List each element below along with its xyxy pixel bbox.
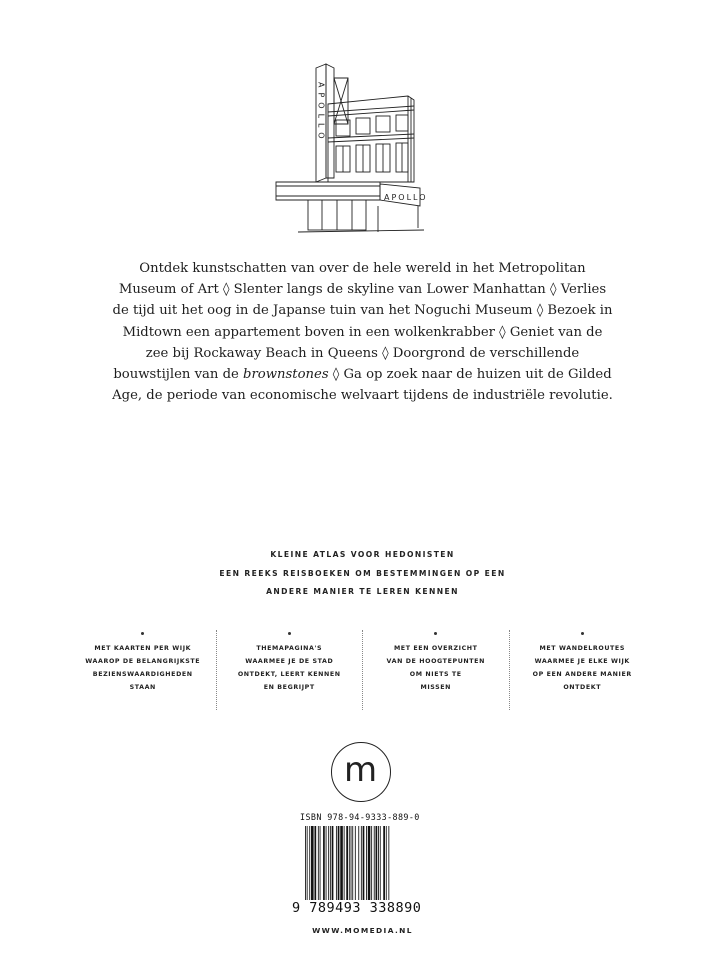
blurb-text: Ontdek kunstschatten van over de hele wereld in het Metropolitan Museum of Art ◊ Slenter langs de skyline van Lower Manhattan ◊ Verlies de tijd uit het oog in de Japanse tuin van het Noguchi Museum ◊ Bezoek in Midtown een appartement boven in een wolkenkrabber ◊ Geniet van de zee bij Rockaway Beach in Queens ◊ Doorgrond de verschillende bouwstijlen van de (112, 261, 613, 383)
series-line-1: KLEINE ATLAS VOOR HEDONISTEN (270, 550, 455, 559)
feature-highlights (362, 630, 509, 710)
feature-line: WAARMEE JE DE STAD (245, 658, 334, 665)
bullet-icon (141, 632, 144, 635)
bullet-icon (581, 632, 584, 635)
feature-line: STAAN (129, 684, 156, 691)
back-cover-blurb (110, 258, 615, 406)
feature-line: MET WANDELROUTES (539, 645, 625, 652)
barcode-number: 9 789493 338890 (292, 900, 422, 916)
feature-maps (70, 630, 216, 710)
blurb-text-end: ◊ Ga op zoek naar de huizen uit de Gilded Age, de periode van economische welvaart tijdens de industriële revolutie. (112, 367, 613, 404)
feature-line: MET EEN OVERZICHT (393, 645, 478, 652)
feature-line: VAN DE HOOGTEPUNTEN (386, 658, 485, 665)
vertical-sign-text: APOLLO (316, 82, 326, 144)
feature-line: ONTDEKT (563, 684, 602, 691)
feature-line: MISSEN (420, 684, 452, 691)
logo-letter: m (343, 750, 378, 790)
marquee-sign-text: APOLLO (384, 193, 428, 202)
series-line-2: EEN REEKS REISBOEKEN OM BESTEMMINGEN OP EEN (219, 568, 506, 578)
feature-line: MET KAARTEN PER WIJK (94, 645, 192, 652)
bullet-icon (434, 632, 437, 635)
feature-line: EN BEGRIJPT (263, 684, 315, 691)
bullet-icon (288, 632, 291, 635)
theater-building-illustration (268, 60, 438, 240)
feature-line: OP EEN ANDERE MANIER (532, 671, 632, 678)
series-line-3: ANDERE MANIER TE LEREN KENNEN (266, 587, 459, 596)
feature-walking-routes (509, 630, 656, 710)
feature-line: THEMAPAGINA'S (256, 645, 323, 652)
feature-line: WAARMEE JE ELKE WIJK (534, 658, 630, 665)
feature-columns (70, 630, 655, 710)
series-description (160, 546, 565, 602)
feature-theme-pages (216, 630, 363, 710)
isbn-text: ISBN 978-94-9333-889-0 (300, 812, 420, 822)
feature-line: ONTDEKT, LEERT KENNEN (237, 671, 341, 678)
blurb-italic-term: brownstones (243, 367, 329, 383)
feature-line: WAAROP DE BELANGRIJKSTE (85, 658, 201, 665)
publisher-m-logo (331, 742, 391, 802)
website-url: WWW.MOMEDIA.NL (312, 926, 413, 935)
feature-line: OM NIETS TE (409, 671, 462, 678)
barcode-digits (292, 900, 422, 916)
feature-line: BEZIENSWAARDIGHEDEN (92, 671, 193, 678)
